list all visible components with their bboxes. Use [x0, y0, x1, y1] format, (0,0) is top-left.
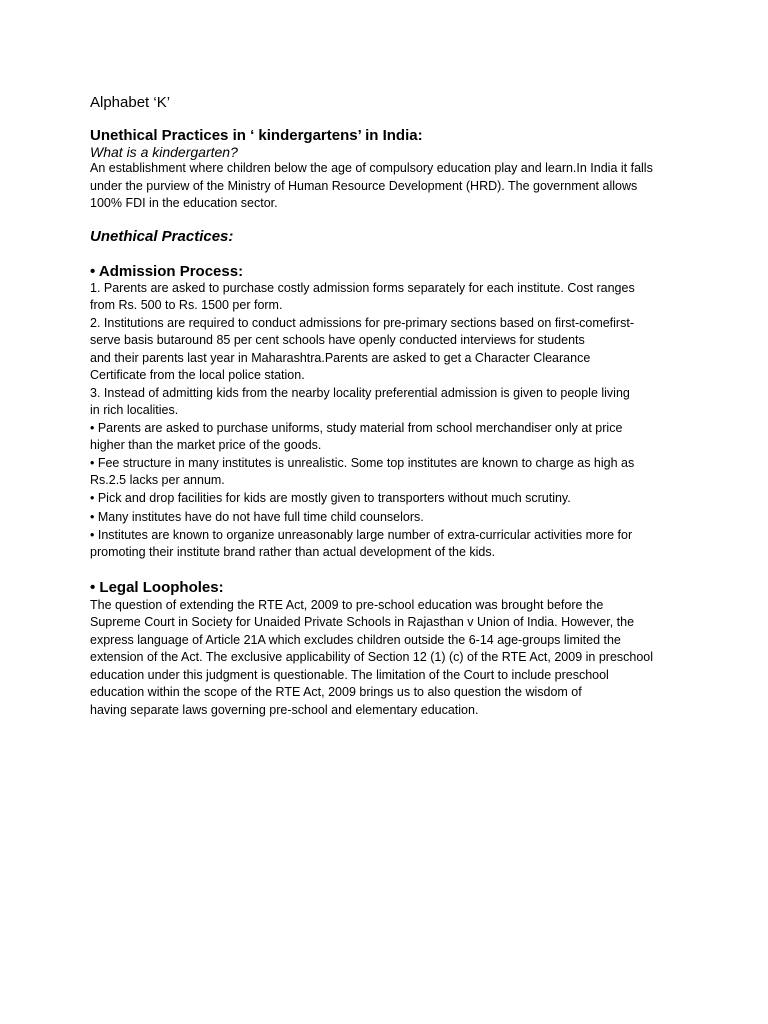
main-heading: Unethical Practices in ‘ kindergartens’ in India: [90, 127, 423, 144]
section-title: Unethical Practices: [90, 228, 234, 245]
text-line: • Pick and drop facilities for kids are mostly given to transporters without much scrutiny. [90, 491, 571, 505]
text-line: from Rs. 500 to Rs. 1500 per form. [90, 298, 283, 312]
text-line: higher than the market price of the goods. [90, 438, 322, 452]
text-line: Supreme Court in Society for Unaided Private Schools in Rajasthan v Union of India. However, the [90, 615, 635, 629]
document-title: Alphabet ‘K’ [90, 94, 171, 111]
text-line: having separate laws governing pre-school and elementary education. [90, 703, 479, 717]
text-line: • Many institutes have do not have full time child counselors. [90, 510, 424, 524]
kindergarten-question: What is a kindergarten? [90, 144, 238, 160]
text-line: promoting their institute brand rather than actual development of the kids. [90, 545, 496, 559]
text-line: extension of the Act. The exclusive applicability of Section 12 (1) (c) of the RTE Act, 2009 in preschool [90, 650, 654, 664]
text-line: in rich localities. [90, 403, 179, 417]
text-line: express language of Article 21A which excludes children outside the 6-14 age-groups limited the [90, 633, 621, 647]
text-line: Certificate from the local police station. [90, 368, 305, 382]
text-line: serve basis butaround 85 per cent schools have openly conducted interviews for students [90, 333, 585, 347]
text-line: The question of extending the RTE Act, 2009 to pre-school education was brought before the [90, 598, 604, 612]
text-line: 100% FDI in the education sector. [90, 196, 278, 210]
text-line: 3. Instead of admitting kids from the nearby locality preferential admission is given to people living [90, 386, 630, 400]
text-line: education under this judgment is questionable. The limitation of the Court to include preschool [90, 668, 609, 682]
text-line: • Fee structure in many institutes is unrealistic. Some top institutes are known to charge as high as [90, 456, 635, 470]
text-line: under the purview of the Ministry of Human Resource Development (HRD). The government allows [90, 179, 638, 193]
admission-process-heading: • Admission Process: [90, 263, 244, 280]
text-line: Rs.2.5 lacks per annum. [90, 473, 225, 487]
text-line: and their parents last year in Maharashtra.Parents are asked to get a Character Clearance [90, 351, 591, 365]
text-line: 2. Institutions are required to conduct admissions for pre-primary sections based on first-comefirst- [90, 316, 634, 330]
text-line: 1. Parents are asked to purchase costly admission forms separately for each institute. Cost ranges [90, 281, 635, 295]
text-line: An establishment where children below the age of compulsory education play and learn.In India it falls [90, 161, 653, 175]
legal-loopholes-heading: • Legal Loopholes: [90, 579, 224, 596]
text-line: education within the scope of the RTE Act, 2009 brings us to also question the wisdom of [90, 685, 582, 699]
text-line: • Parents are asked to purchase uniforms, study material from school merchandiser only at price [90, 421, 623, 435]
text-line: • Institutes are known to organize unreasonably large number of extra-curricular activities more for [90, 528, 633, 542]
